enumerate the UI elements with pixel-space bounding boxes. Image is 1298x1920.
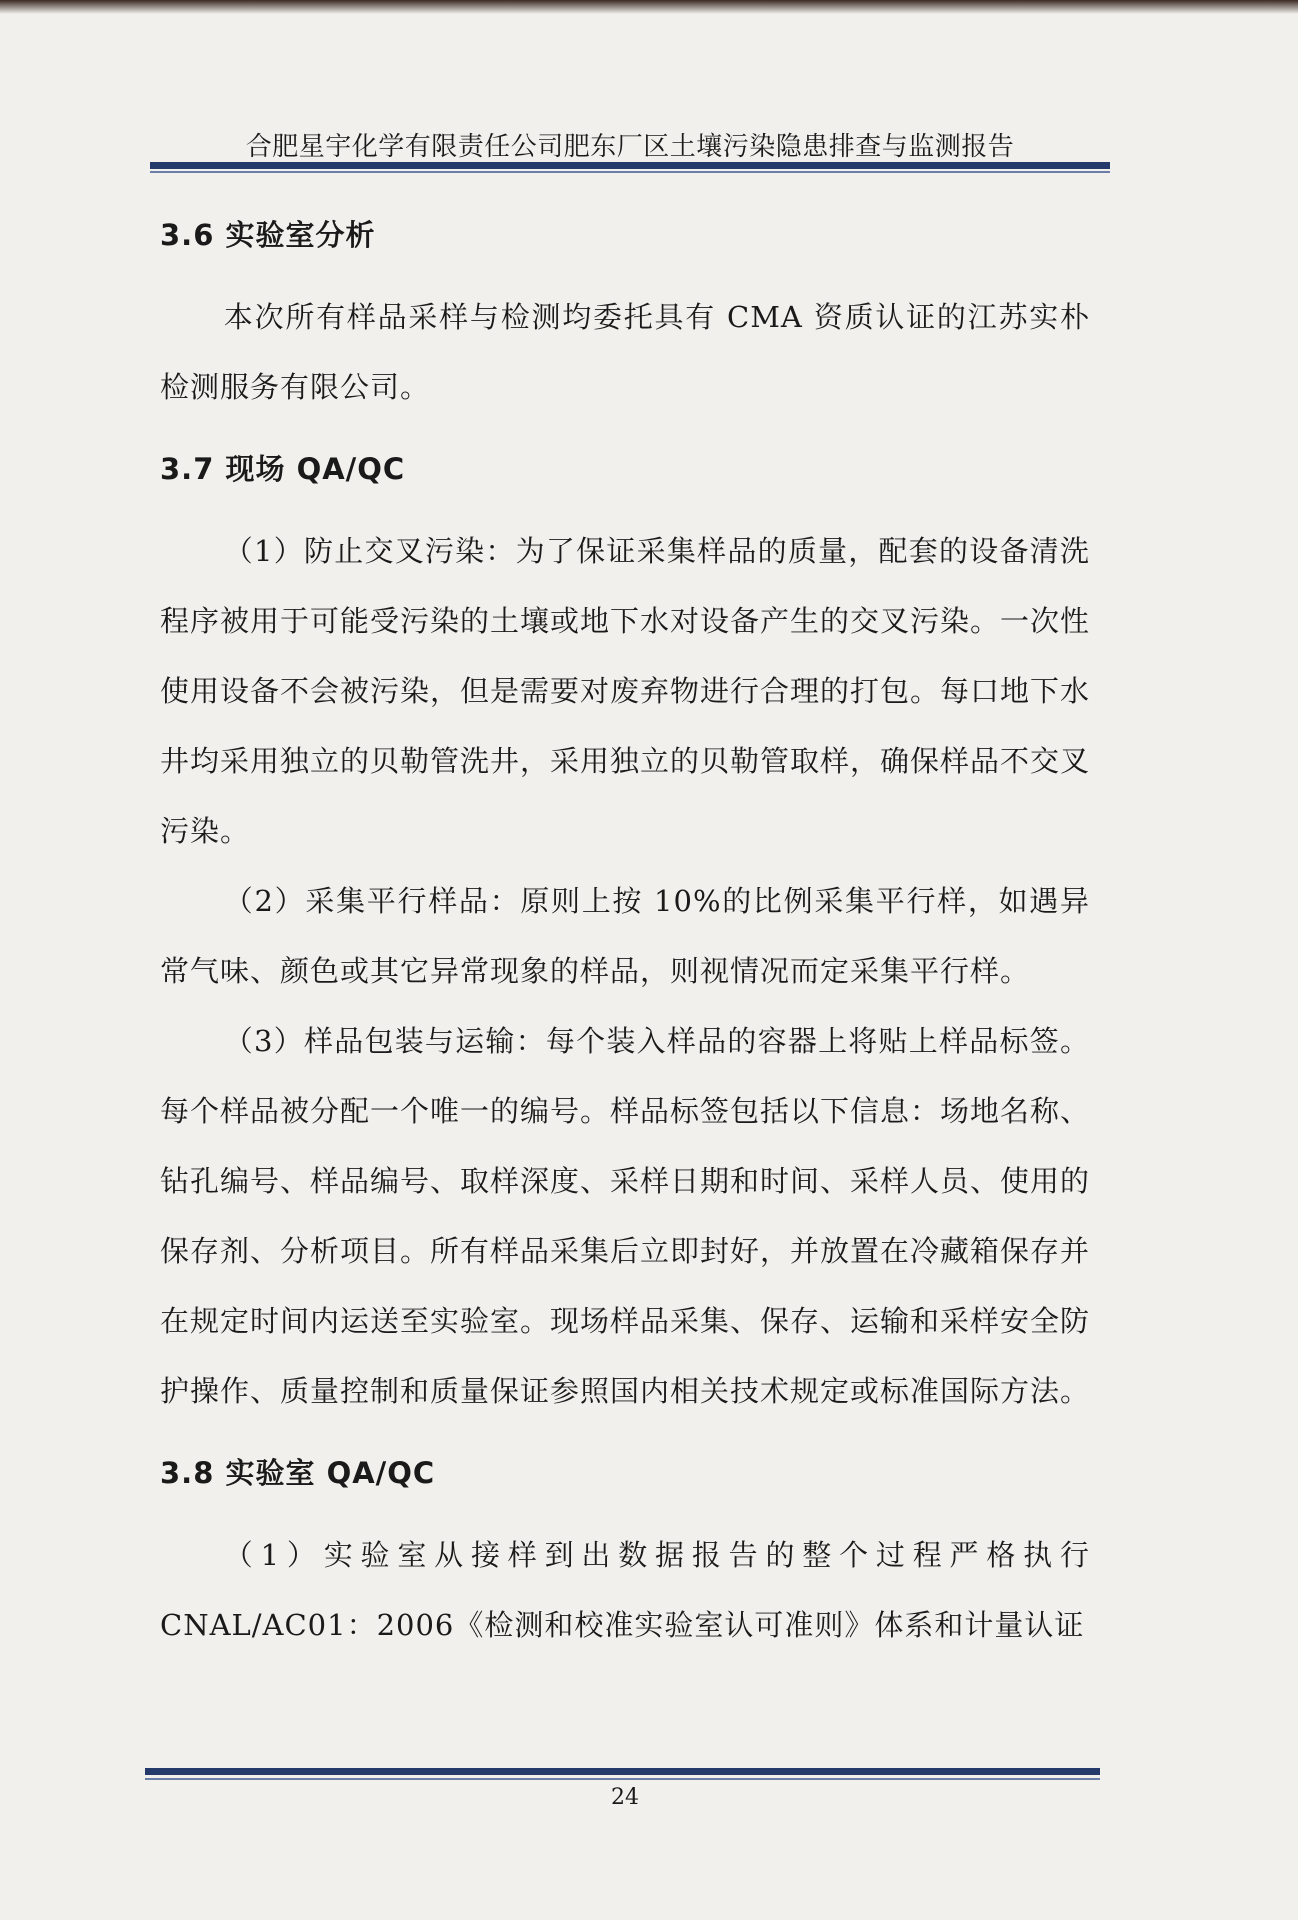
paragraph: 本次所有样品采样与检测均委托具有 CMA 资质认证的江苏实朴检测服务有限公司。 <box>160 300 1090 404</box>
section-heading-3-6: 3.6 实验室分析 <box>160 218 376 252</box>
paragraph: （3）样品包装与运输：每个装入样品的容器上将贴上样品标签。每个样品被分配一个唯一的编号。样品标签包括以下信息：场地名称、钻孔编号、样品编号、取样深度、采样日期和时间、采样人员、使用的保存剂、分析项目。所有样品采集后立即封好，并放置在冷藏箱保存并在规定时间内运送至实验室。现场样品采集、保存、运输和采样安全防护操作、质量控制和质量保证参照国内相关技术规定或标准国际方法。 <box>160 1024 1091 1408</box>
footer-rule-thin <box>145 1778 1100 1780</box>
header-rule <box>150 162 1110 169</box>
page-top-edge <box>0 0 1298 14</box>
section-heading-3-8: 3.8 实验室 QA/QC <box>160 1456 436 1490</box>
paragraph: （1）防止交叉污染：为了保证采集样品的质量，配套的设备清洗程序被用于可能受污染的土壤或地下水对设备产生的交叉污染。一次性使用设备不会被污染，但是需要对废弃物进行合理的打包。每口地下水井均采用独立的贝勒管洗井，采用独立的贝勒管取样，确保样品不交叉污染。 <box>160 534 1091 848</box>
footer-rule <box>145 1768 1100 1775</box>
header-rule-thin <box>150 171 1110 173</box>
paragraph: （1）实验室从接样到出数据报告的整个过程严格执行 CNAL/AC01：2006《检测和校准实验室认可准则》体系和计量认证 <box>160 1538 1090 1642</box>
page-number: 24 <box>611 1785 639 1810</box>
running-header: 合肥星宇化学有限责任公司肥东厂区土壤污染隐患排查与监测报告 <box>245 132 1015 162</box>
paragraph: （2）采集平行样品：原则上按 10%的比例采集平行样，如遇异常气味、颜色或其它异常现象的样品，则视情况而定采集平行样。 <box>160 884 1090 988</box>
section-heading-3-7: 3.7 现场 QA/QC <box>160 452 406 486</box>
page-body <box>160 200 1090 1660</box>
